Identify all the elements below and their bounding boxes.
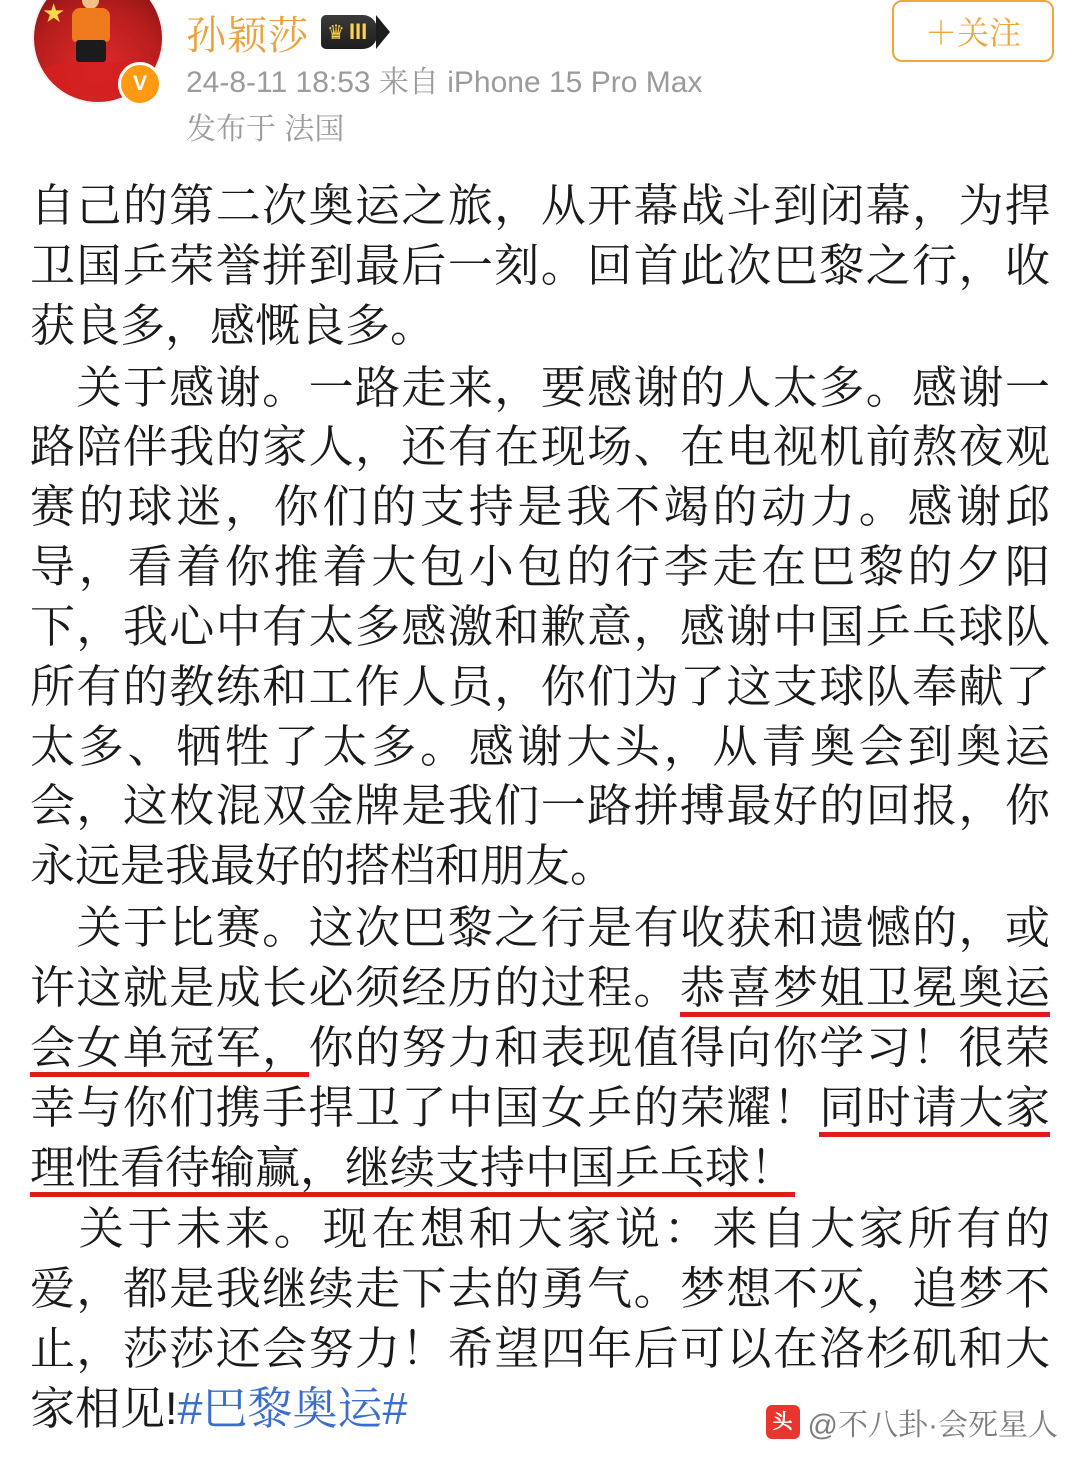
hashtag-link[interactable]: #巴黎奥运#	[177, 1382, 408, 1434]
paragraph-3-text-before: 关于比赛。这次巴黎之行是有收获和遗憾的，或许这就是成长必须经历的过程。	[30, 902, 1050, 1013]
toutiao-logo-icon: 头条	[766, 1405, 800, 1439]
star-icon: ★	[42, 0, 66, 28]
post-paragraph-3	[30, 898, 1050, 1197]
highlight-text-1: 恭喜梦姐卫冕奥运会女单冠军，	[30, 962, 1050, 1077]
verified-badge-icon: V	[118, 62, 162, 106]
avatar-figure	[64, 0, 120, 62]
post-paragraph-1: 自己的第二次奥运之旅，从开幕战斗到闭幕，为捍卫国乒荣誉拼到最后一刻。回首此次巴黎之行，收获良多，感慨良多。	[30, 180, 1050, 351]
post-timestamp: 24-8-11 18:53 来自 iPhone 15 Pro Max	[186, 66, 703, 99]
level-badge[interactable]	[321, 15, 377, 49]
watermark	[766, 1400, 1058, 1467]
highlight-text-2: 同时请大家理性看待输赢，继续支持中国乒乓球！	[30, 1082, 1050, 1197]
user-name[interactable]: 孙颖莎	[186, 13, 309, 58]
follow-button[interactable]: ＋关注	[892, 0, 1054, 62]
watermark-text: @不八卦·会死星人	[807, 1409, 1058, 1442]
level-badge-label: III	[348, 19, 368, 44]
post-header	[0, 0, 1080, 170]
post-paragraph-2: 关于感谢。一路走来，要感谢的人太多。感谢一路陪伴我的家人，还有在现场、在电视机前熬夜观赛的球迷，你们的支持是我不竭的动力。感谢邱导，看着你推着大包小包的行李走在巴黎的夕阳下，我心中有太多感激和歉意，感谢中国乒乓球队所有的教练和工作人员，你们为了这支球队奉献了太多、牺牲了太多。感谢大头，从青奥会到奥运会，这枚混双金牌是我们一路拼搏最好的回报，你永远是我最好的搭档和朋友。	[30, 361, 1050, 892]
paragraph-3-text-middle: 你的努力和表现值得向你学习！很荣幸与你们携手捍卫了中国女乒的荣耀！	[30, 1021, 1050, 1133]
post-location: 发布于 法国	[186, 112, 345, 146]
post-content	[0, 170, 1080, 1439]
paragraph-4-text: 关于未来。现在想和大家说：来自大家所有的爱，都是我继续走下去的勇气。梦想不灭，追梦不止，莎莎还会努力！希望四年后可以在洛杉矶和大家相见!	[30, 1203, 1050, 1434]
crown-icon: ♛	[327, 21, 345, 44]
badge-arrow-icon	[376, 15, 390, 49]
